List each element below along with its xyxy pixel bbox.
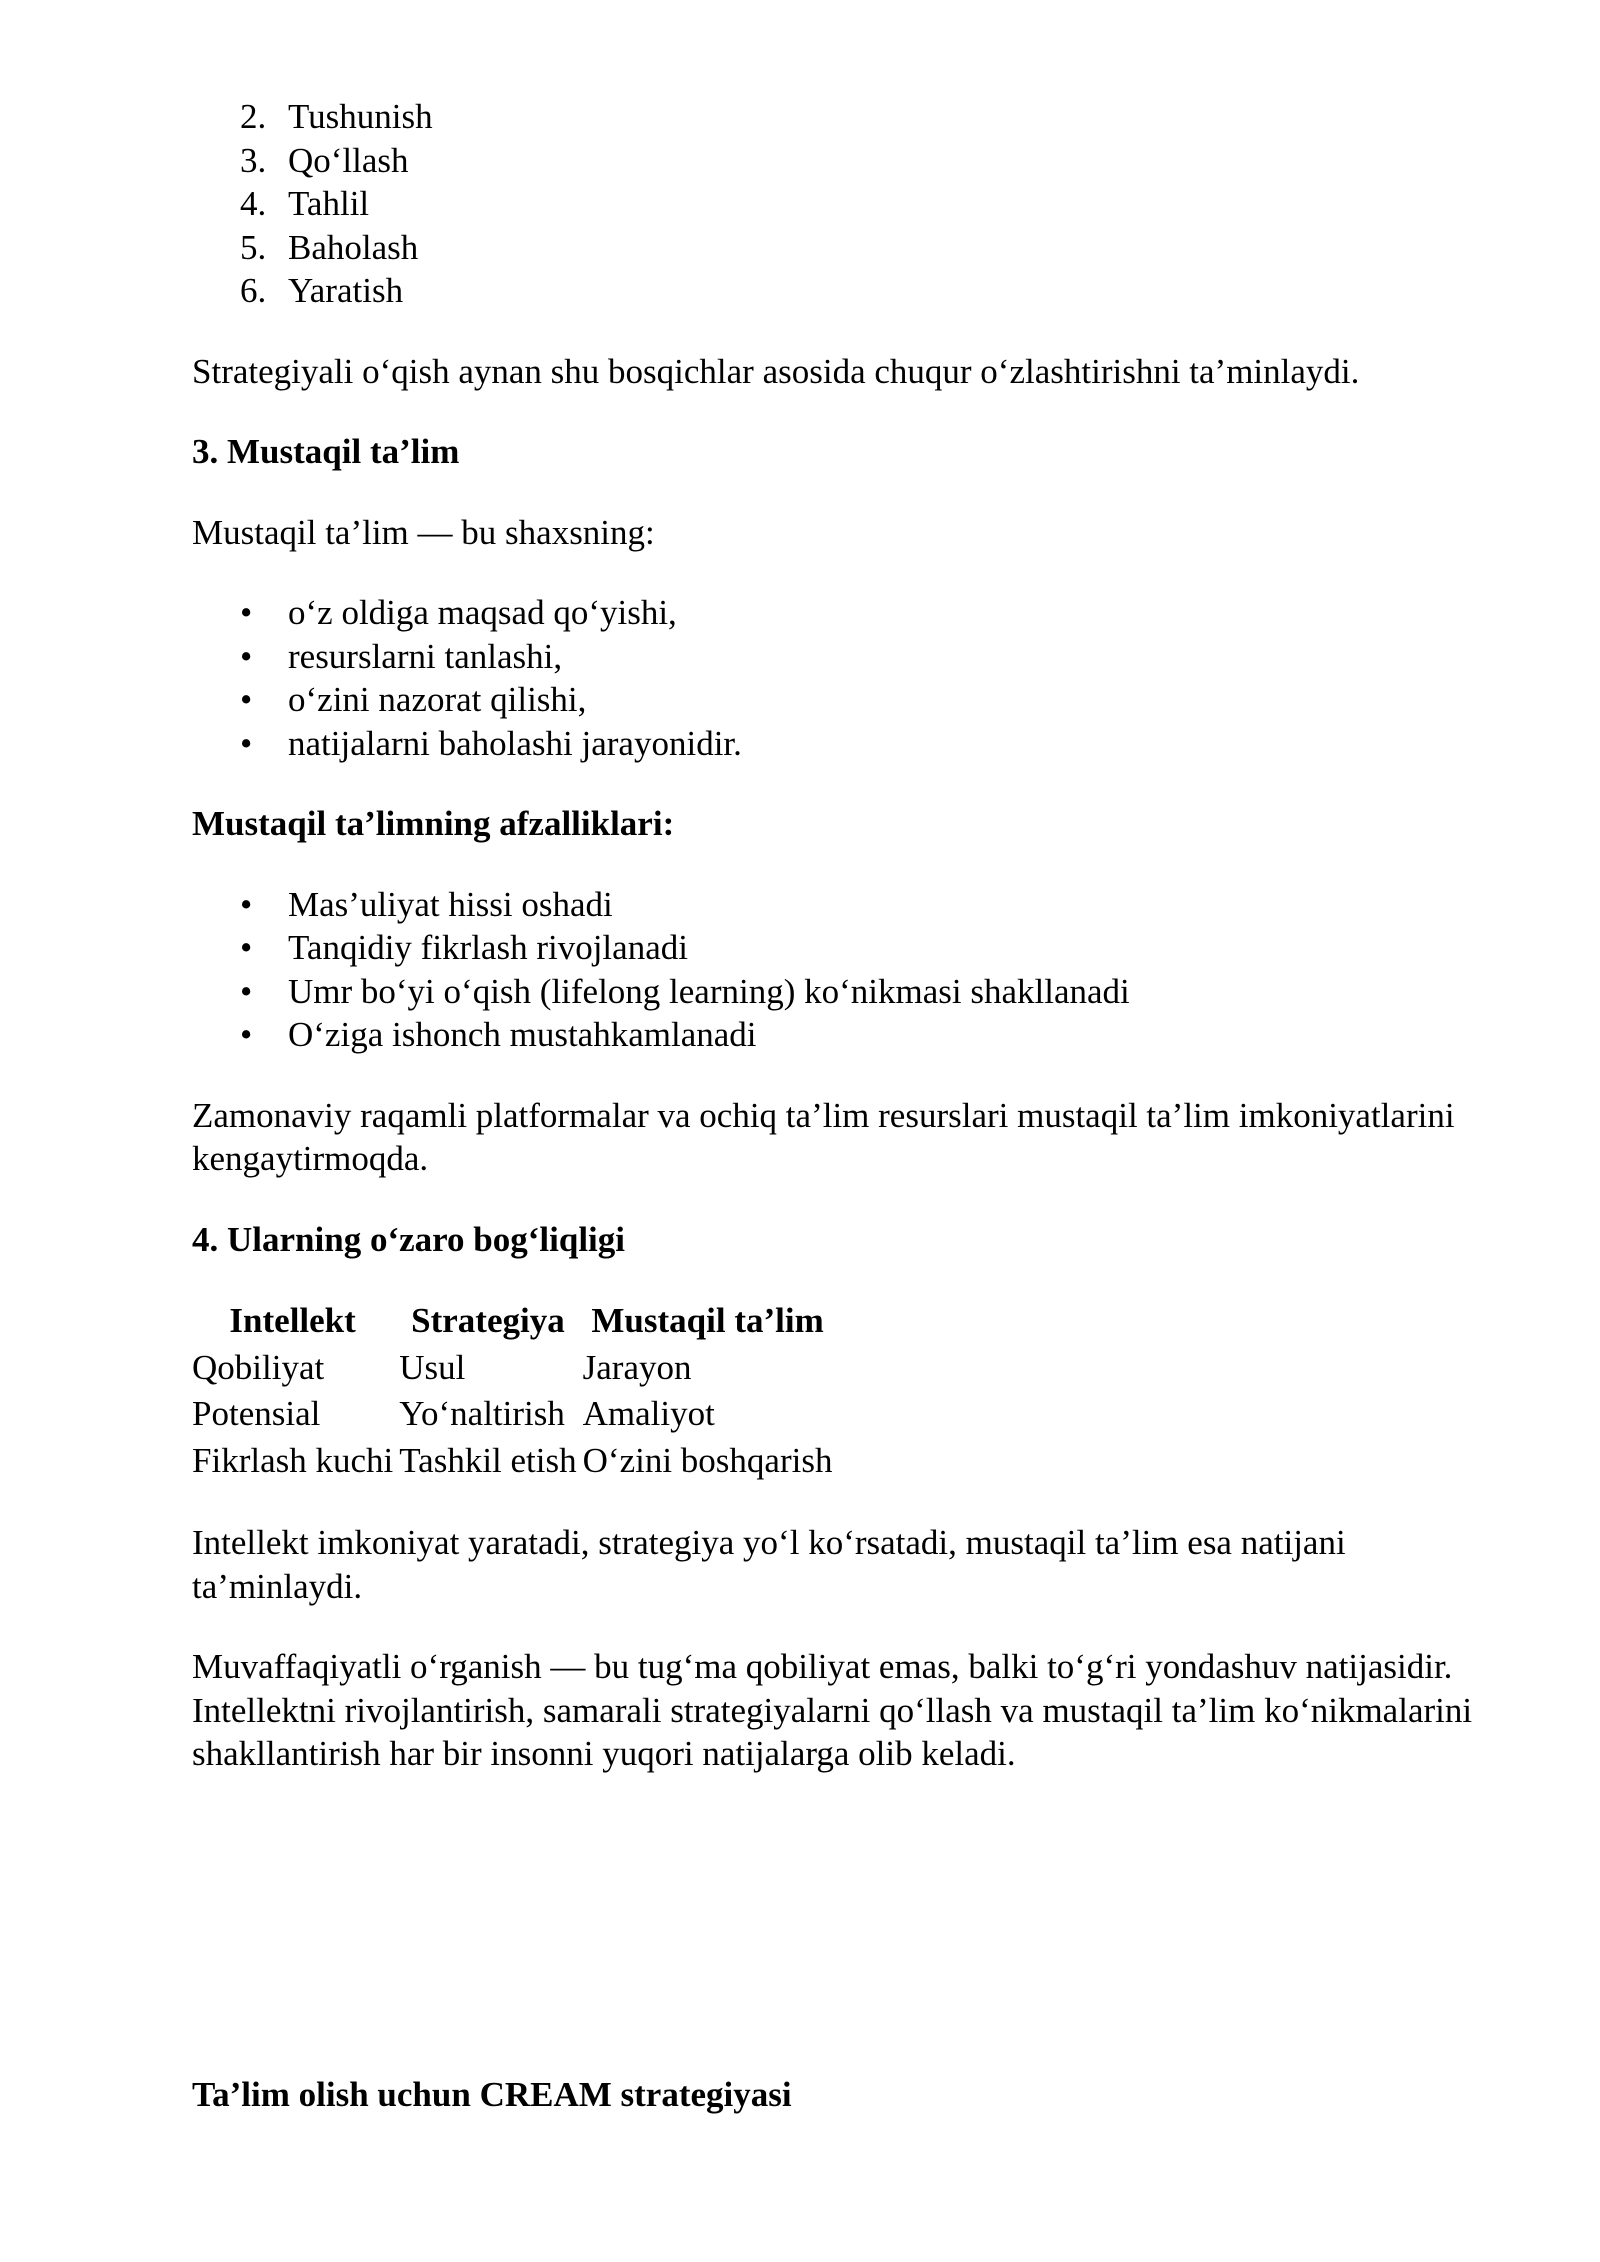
table-cell: Amaliyot bbox=[582, 1394, 715, 1433]
bullet: • bbox=[240, 636, 253, 676]
bullet: • bbox=[240, 723, 253, 763]
steps-summary: Strategiyali o‘qish aynan shu bosqichlar asosida chuqur o‘zlashtirishni ta’minlaydi. bbox=[192, 351, 1360, 391]
section4-para2: Muvaffaqiyatli o‘rganish — bu tug‘ma qobiliyat emas, balki to‘g‘ri yondashuv natijasidir. Intellektni rivojlantirish, samarali strategiyalarni qo‘llash va mustaqil ta’lim ko‘nikmalarini shakllantirish har bir insonni yuqori natijalarga olib keladi. bbox=[192, 1647, 1473, 1773]
list-text: Umr bo‘yi o‘qish (lifelong learning) ko‘nikmasi shakllanadi bbox=[288, 971, 1130, 1011]
table-cell: Qobiliyat bbox=[192, 1347, 325, 1387]
table-row bbox=[189, 1345, 835, 1392]
bullet: • bbox=[240, 928, 253, 967]
table-cell: Potensial bbox=[192, 1394, 321, 1433]
list-text: o‘zini nazorat qilishi, bbox=[288, 680, 587, 719]
table-cell: Fikrlash kuchi bbox=[192, 1440, 394, 1480]
table-header: Mustaqil ta’lim bbox=[591, 1301, 824, 1340]
bullet: • bbox=[240, 884, 253, 924]
list-item bbox=[192, 970, 1522, 1014]
list-text: Mas’uliyat hissi oshadi bbox=[288, 884, 613, 924]
table-header: Intellekt bbox=[229, 1301, 356, 1340]
table-header-row bbox=[189, 1298, 835, 1345]
list-text: Tushunish bbox=[288, 97, 433, 136]
list-text: resurslarni tanlashi, bbox=[288, 636, 563, 676]
section4-heading: 4. Ularning o‘zaro bog‘liqligi bbox=[192, 1219, 625, 1259]
list-number: 6. bbox=[240, 271, 267, 310]
bullet: • bbox=[240, 680, 253, 719]
list-item bbox=[192, 678, 1522, 722]
list-item bbox=[192, 722, 1522, 766]
list-item bbox=[192, 1013, 1522, 1057]
list-item bbox=[192, 926, 1522, 970]
list-number: 5. bbox=[240, 227, 267, 267]
table-cell: Jarayon bbox=[582, 1347, 692, 1387]
list-item bbox=[192, 139, 1522, 183]
list-item bbox=[192, 226, 1522, 270]
list-item bbox=[192, 269, 1522, 313]
table-cell: Yo‘naltirish bbox=[399, 1394, 565, 1433]
section3-heading: 3. Mustaqil ta’lim bbox=[192, 432, 460, 471]
list-item bbox=[192, 591, 1522, 635]
table-header: Strategiya bbox=[411, 1301, 565, 1340]
list-text: Yaratish bbox=[288, 271, 404, 310]
list-text: Tanqidiy fikrlash rivojlanadi bbox=[288, 928, 688, 967]
list-item bbox=[192, 95, 1522, 139]
bullet: • bbox=[240, 593, 253, 632]
comparison-table bbox=[189, 1298, 835, 1484]
list-number: 4. bbox=[240, 184, 267, 223]
list-text: Baholash bbox=[288, 227, 419, 267]
advantages-heading: Mustaqil ta’limning afzalliklari: bbox=[192, 804, 675, 843]
table-cell: Usul bbox=[399, 1347, 466, 1387]
list-text: o‘z oldiga maqsad qo‘yishi, bbox=[288, 593, 677, 632]
list-item bbox=[192, 182, 1522, 226]
list-item bbox=[192, 883, 1522, 927]
comparison-table-wrap bbox=[189, 1298, 1522, 1484]
bottom-heading: Ta’lim olish uchun CREAM strategiyasi bbox=[192, 2075, 792, 2114]
bullet: • bbox=[240, 1015, 253, 1054]
list-text: Qo‘llash bbox=[288, 140, 409, 180]
advantages-list bbox=[192, 883, 1522, 1057]
list-item bbox=[192, 635, 1522, 679]
table-cell: O‘zini boshqarish bbox=[582, 1440, 833, 1480]
section3-closing: Zamonaviy raqamli platformalar va ochiq ta’lim resurslari mustaqil ta’lim imkoniyatlarini kengaytirmoqda. bbox=[192, 1095, 1455, 1178]
list-text: natijalarni baholashi jarayonidir. bbox=[288, 723, 742, 763]
table-row bbox=[189, 1391, 835, 1438]
list-number: 3. bbox=[240, 140, 267, 180]
list-text: O‘ziga ishonch mustahkamlanadi bbox=[288, 1015, 757, 1054]
list-number: 2. bbox=[240, 97, 267, 136]
section3-intro: Mustaqil ta’lim — bu shaxsning: bbox=[192, 512, 655, 552]
table-row bbox=[189, 1438, 835, 1485]
table-cell: Tashkil etish bbox=[399, 1440, 577, 1480]
section4-para1: Intellekt imkoniyat yaratadi, strategiya yo‘l ko‘rsatadi, mustaqil ta’lim esa natijani ta’minlaydi. bbox=[192, 1523, 1346, 1606]
section3-list bbox=[192, 591, 1522, 765]
list-text: Tahlil bbox=[288, 184, 370, 223]
document-content bbox=[192, 95, 1522, 1776]
steps-list bbox=[192, 95, 1522, 313]
bullet: • bbox=[240, 971, 253, 1011]
